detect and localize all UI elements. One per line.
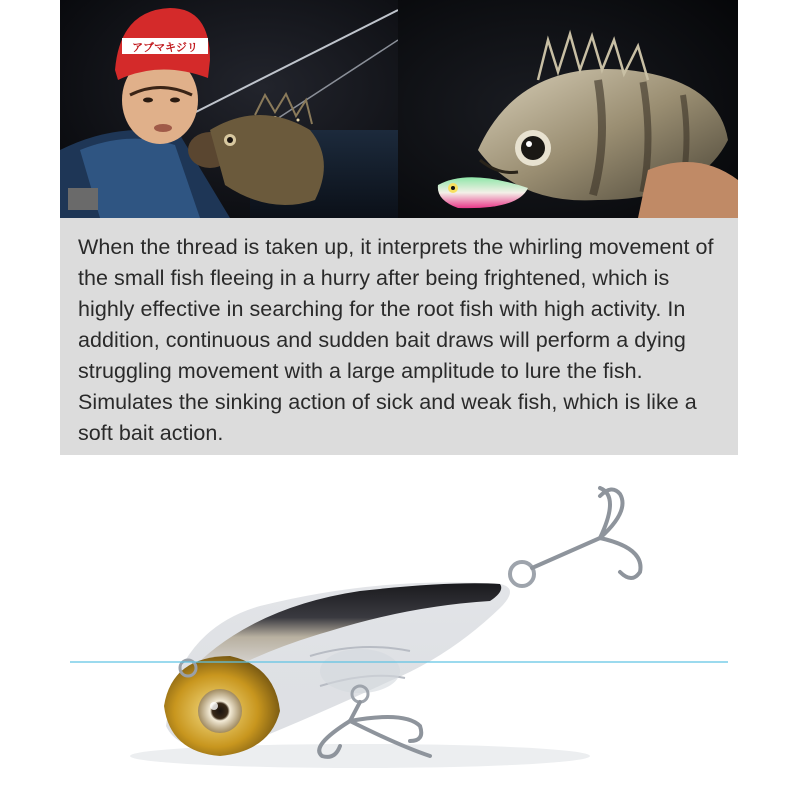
angler-with-fish-photo	[60, 0, 398, 218]
fishing-lure-image	[60, 456, 738, 800]
description-panel	[60, 218, 738, 455]
rockfish-with-lure-photo	[398, 0, 738, 218]
description-text: When the thread is taken up, it interprets the whirling movement of the small fish fleeing in a hurry after being frightened, which is highly effective in searching for the root fish with high activity. In addition, continuous and sudden bait draws will perform a dying struggling movement with a large amplitude to lure the fish. Simulates the sinking action of sick and weak fish, which is like a soft bait action.	[78, 235, 714, 445]
helmet-label: アブマキジリ	[132, 41, 198, 54]
